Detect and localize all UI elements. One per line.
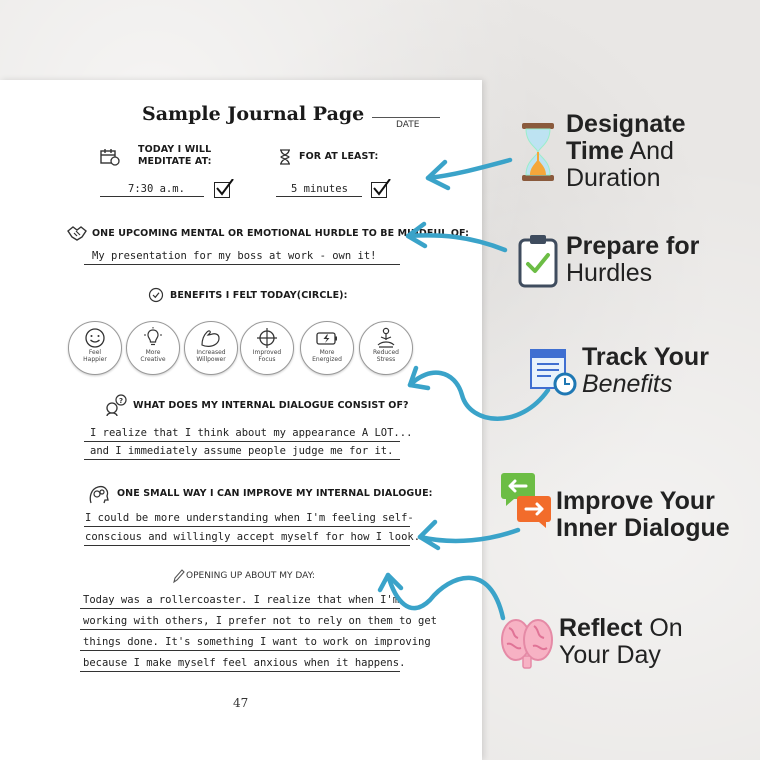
brain-icon — [500, 614, 554, 670]
hourglass-icon — [520, 121, 556, 183]
benefit-increased-willpower[interactable] — [184, 321, 238, 375]
day-line-3: things done. It's something I want to work on improving — [83, 636, 431, 648]
calendar-clock-icon — [100, 148, 120, 166]
benefit-label-1: More — [319, 349, 335, 356]
writing-line — [84, 526, 410, 527]
writing-line — [84, 459, 400, 460]
meditation-icon — [374, 327, 398, 351]
duration-label: FOR AT LEAST: — [299, 151, 379, 162]
clipboard-check-icon — [517, 233, 559, 289]
feature-time-light-3: Duration — [566, 164, 661, 192]
benefit-label-1: Increased — [196, 349, 226, 356]
feature-hurdles-bold-1: Prepare for — [566, 232, 700, 260]
hurdle-value: My presentation for my boss at work - own it! — [92, 250, 377, 262]
writing-line — [84, 441, 400, 442]
feature-benefits-bold-1: Track Your — [582, 343, 709, 371]
benefit-label-1: Reduced — [372, 349, 399, 356]
handshake-icon — [67, 225, 87, 241]
benefit-feel-happier[interactable] — [68, 321, 122, 375]
date-line — [372, 117, 440, 118]
benefit-label-2: Happier — [83, 356, 107, 363]
benefit-label-1: Improved — [252, 349, 282, 356]
benefit-improved-focus[interactable] — [240, 321, 294, 375]
meditate-label-1: TODAY I WILL — [138, 144, 212, 155]
feature-reflect-bold-1: Reflect — [559, 614, 643, 642]
improve-line-2: conscious and willingly accept myself for how I look. — [85, 531, 421, 543]
benefit-label-2: Stress — [376, 356, 396, 363]
thinking-person-icon — [104, 394, 128, 416]
writing-line — [80, 671, 400, 672]
benefit-label-1: More — [145, 349, 161, 356]
lightbulb-icon — [141, 327, 165, 351]
dialogue-line-2: and I immediately assume people judge me for it. — [90, 445, 394, 457]
crosshair-icon — [255, 327, 279, 351]
duration-value: 5 minutes — [291, 183, 348, 195]
feature-benefits — [582, 344, 709, 398]
dialogue-line-1: I realize that I think about my appearance A LOT... — [90, 427, 413, 439]
benefit-label-2: Focus — [258, 356, 276, 363]
writing-line — [80, 608, 400, 609]
feature-reflect-light-1: On — [642, 614, 683, 642]
feature-hurdles — [566, 233, 699, 287]
duration-line — [276, 196, 362, 197]
benefit-more-energized[interactable] — [300, 321, 354, 375]
benefits-label: BENEFITS I FELT TODAY(CIRCLE): — [170, 290, 348, 301]
journal-page — [0, 80, 482, 760]
benefit-label-2: Creative — [140, 356, 166, 363]
hurdle-label: ONE UPCOMING MENTAL OR EMOTIONAL HURDLE TO BE MINDFUL OF: — [92, 228, 469, 239]
time-line — [100, 196, 204, 197]
day-line-2: working with others, I prefer not to rely on them to get — [83, 615, 438, 627]
check-circle-icon — [148, 287, 164, 303]
feature-time — [566, 111, 685, 192]
page-number: 47 — [233, 696, 249, 710]
feature-time-light-2: And — [623, 137, 674, 165]
feature-hurdles-light-2: Hurdles — [566, 259, 653, 287]
feature-dialogue — [556, 488, 730, 542]
time-checkbox[interactable] — [214, 182, 230, 198]
hurdle-line — [84, 264, 400, 265]
benefit-label-2: Energized — [312, 356, 342, 363]
benefit-reduced-stress[interactable] — [359, 321, 413, 375]
day-line-1: Today was a rollercoaster. I realize that when I'm — [83, 594, 400, 606]
feature-time-bold-2: Time — [566, 137, 624, 165]
writing-line — [84, 545, 410, 546]
pencil-icon — [171, 568, 185, 584]
benefit-label-2: Willpower — [196, 356, 226, 363]
dialogue-label: WHAT DOES MY INTERNAL DIALOGUE CONSIST OF? — [133, 400, 409, 411]
battery-icon — [315, 327, 339, 351]
benefit-more-creative[interactable] — [126, 321, 180, 375]
feature-reflect — [559, 615, 683, 669]
improve-label: ONE SMALL WAY I CAN IMPROVE MY INTERNAL DIALOGUE: — [117, 488, 433, 499]
feature-reflect-light-2: Your Day — [559, 641, 661, 669]
flexed-arm-icon — [199, 327, 223, 351]
chat-arrows-icon — [500, 472, 554, 528]
improve-line-1: I could be more understanding when I'm feeling self- — [85, 512, 414, 524]
benefit-label-1: Feel — [88, 349, 102, 356]
day-line-4: because I make myself feel anxious when it happens. — [83, 657, 406, 669]
gears-head-icon — [87, 483, 111, 505]
calendar-clock-icon — [529, 348, 577, 396]
date-label: DATE — [396, 120, 420, 130]
writing-line — [80, 629, 400, 630]
duration-checkbox[interactable] — [371, 182, 387, 198]
time-value: 7:30 a.m. — [128, 183, 185, 195]
meditate-label-2: MEDITATE AT: — [138, 156, 212, 167]
feature-dialogue-bold-2: Inner — [556, 514, 618, 542]
svg-text:?: ? — [119, 397, 124, 405]
hourglass-icon — [278, 149, 292, 165]
day-label: OPENING UP ABOUT MY DAY: — [186, 571, 315, 581]
page-title: Sample Journal Page — [142, 103, 365, 125]
feature-time-bold-1: Designate — [566, 110, 686, 138]
smiley-icon — [83, 327, 107, 351]
writing-line — [80, 650, 400, 651]
feature-benefits-italic-2: Benefits — [582, 370, 673, 398]
feature-dialogue-bold-1: Improve Your — [556, 487, 715, 515]
feature-dialogue-bold-2b: Dialogue — [617, 514, 730, 542]
